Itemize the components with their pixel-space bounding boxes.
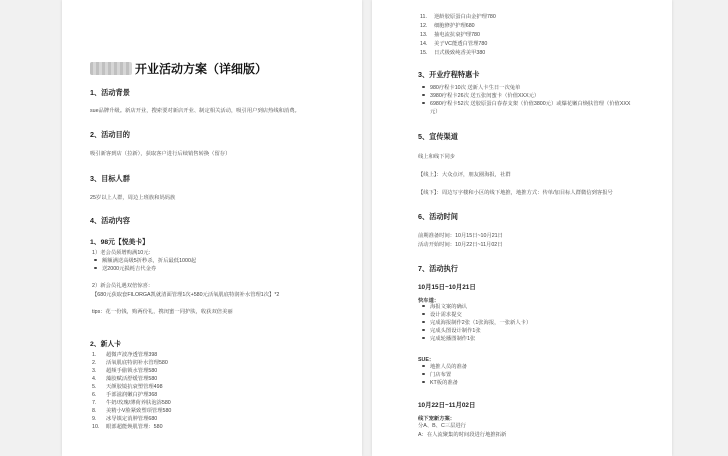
list-item: 设计需求提交 — [422, 312, 462, 319]
list-item: 2. 活氧肌底特润补水管理580 — [92, 360, 168, 366]
section-heading-target: 3、目标人群 — [90, 174, 130, 183]
list-item: 门店布置 — [422, 372, 451, 379]
list-item: 8. 美精小V脸紧致塑项管理580 — [92, 408, 172, 414]
list-item: 3980疗程卡26次 送五张闺蜜卡（价值XXX元） — [422, 93, 539, 100]
card-98-line-old-members: 1）老会员须增购满10元： — [92, 250, 154, 256]
execution-group-offline: 线下宠新方案： — [418, 416, 456, 422]
card-98-tips: tips：花一份钱，购两份礼，携闺蜜一同护肤，收获双倍美丽 — [92, 309, 233, 315]
document-page-left — [62, 0, 362, 456]
document-title — [90, 58, 267, 78]
list-item: 6. 手部滋润嫩白护理368 — [92, 392, 158, 398]
execution-group-fastlane: 快车道： — [418, 298, 440, 304]
list-item: 额额满送高级5折秒杀，折后最低1000起 — [94, 258, 196, 265]
list-item: 6980疗程卡52次 送胶原蛋白春春支架（价值3800元）或爆花嫩白焕肤管理（价值XXX — [422, 101, 630, 108]
course-card-continuation: 元） — [430, 109, 441, 115]
execution-group-sue: SUE： — [418, 357, 435, 363]
list-item: 13. 抽电流抗衰护理780 — [420, 32, 480, 38]
section-heading-background: 1、活动背景 — [90, 88, 130, 97]
list-item: 12. 细胞修护护理680 — [420, 23, 475, 29]
channels-text-online: 【线上】：大众点评，朋友圈海报，社群 — [418, 172, 511, 178]
subsection-heading-card-98: 1、98元【悦美卡】 — [90, 239, 149, 246]
channels-text-offline: 【线下】：周边写字楼和小区的线下地推，地推方式：传单/加目标人群微信到客报号 — [418, 190, 613, 196]
list-item: 7. 牛奶/玫瑰/薄荷养肤泡浴580 — [92, 400, 171, 406]
list-item: 海报文案的确认 — [422, 304, 467, 311]
document-page-right — [372, 0, 672, 456]
list-item: 10. 眼部超能焕肌管理：580 — [92, 424, 163, 430]
redacted-brand-logo — [90, 62, 132, 75]
list-item: 完成轮播图制作1张 — [422, 336, 475, 343]
list-item: 送2000元损耗吉代金券 — [94, 266, 156, 273]
section-heading-execution: 7、活动执行 — [418, 264, 458, 273]
section-heading-course-card: 3、开业疗程特惠卡 — [418, 70, 480, 79]
section-heading-purpose: 2、活动目的 — [90, 130, 130, 139]
list-item: 15. 日式极致纯香美甲380 — [420, 50, 486, 56]
list-item: 完成头图设计制作1张 — [422, 328, 481, 335]
list-item: 1. 超微声波净透管理398 — [92, 352, 158, 358]
section-heading-time: 6、活动时间 — [418, 212, 458, 221]
subsection-heading-new-card: 2、新人卡 — [90, 341, 121, 348]
list-item: 3. 超频手偷锁水管理580 — [92, 368, 158, 374]
execution-date-event: 10月22日~11月02日 — [418, 402, 476, 409]
list-item: 980疗程卡10次 送新人卡生日一次兔单 — [422, 85, 520, 92]
section-heading-channels: 5、宣传渠道 — [418, 132, 458, 141]
section-text-background: sue品牌升级。新店开业，搜索要对新店开业、制定相关活动，吸引用户到店热线和消费。 — [90, 108, 300, 114]
card-98-line-gift: 【680元获取套FILORGA凯就清面管理1次+580元活氧肌底特润补水管理1次】*2 — [92, 292, 280, 298]
list-item: 5. 天颜胶镜抗衰塑管理498 — [92, 384, 163, 390]
section-text-target: 25岁以上人群，周边上班族和妈妈族 — [90, 195, 176, 201]
list-item: 14. 美子VC能透白管理780 — [420, 41, 488, 47]
document-title-text: 开业活动方案（详细版） — [135, 61, 268, 76]
channels-text-sync: 线上和线下同步 — [418, 154, 456, 160]
list-item: 4. 藻胶赋活舒缓管理580 — [92, 376, 158, 382]
list-item: 完成海报制作2张（1张海报，一张新人卡） — [422, 320, 531, 327]
list-item: 地推人员的准备 — [422, 364, 467, 371]
list-item: 11. 逆龄胶原蛋白由金护理780 — [420, 14, 496, 20]
section-text-purpose: 吸引新客到店（拉新），获取客户进行后续销售转换（留存） — [90, 151, 231, 157]
execution-date-prep: 10月15日~10月21日 — [418, 284, 476, 291]
time-start: 活动开始时间：10月22日~11月02日 — [418, 242, 503, 248]
execution-offline-line2: A：在人流聚集的时间段进行地推拓新 — [418, 432, 507, 438]
list-item: KT板的准备 — [422, 380, 458, 387]
card-98-line-new-members: 2）新会员礼遇双倍惊喜： — [92, 283, 154, 289]
section-heading-content: 4、活动内容 — [90, 216, 130, 225]
time-prep: 前期准备时间：10月15日~10月21日 — [418, 233, 503, 239]
list-item: 9. 冰导镇定消肿管理680 — [92, 416, 158, 422]
execution-offline-line1: 分A、B、C三层进行 — [418, 423, 466, 429]
